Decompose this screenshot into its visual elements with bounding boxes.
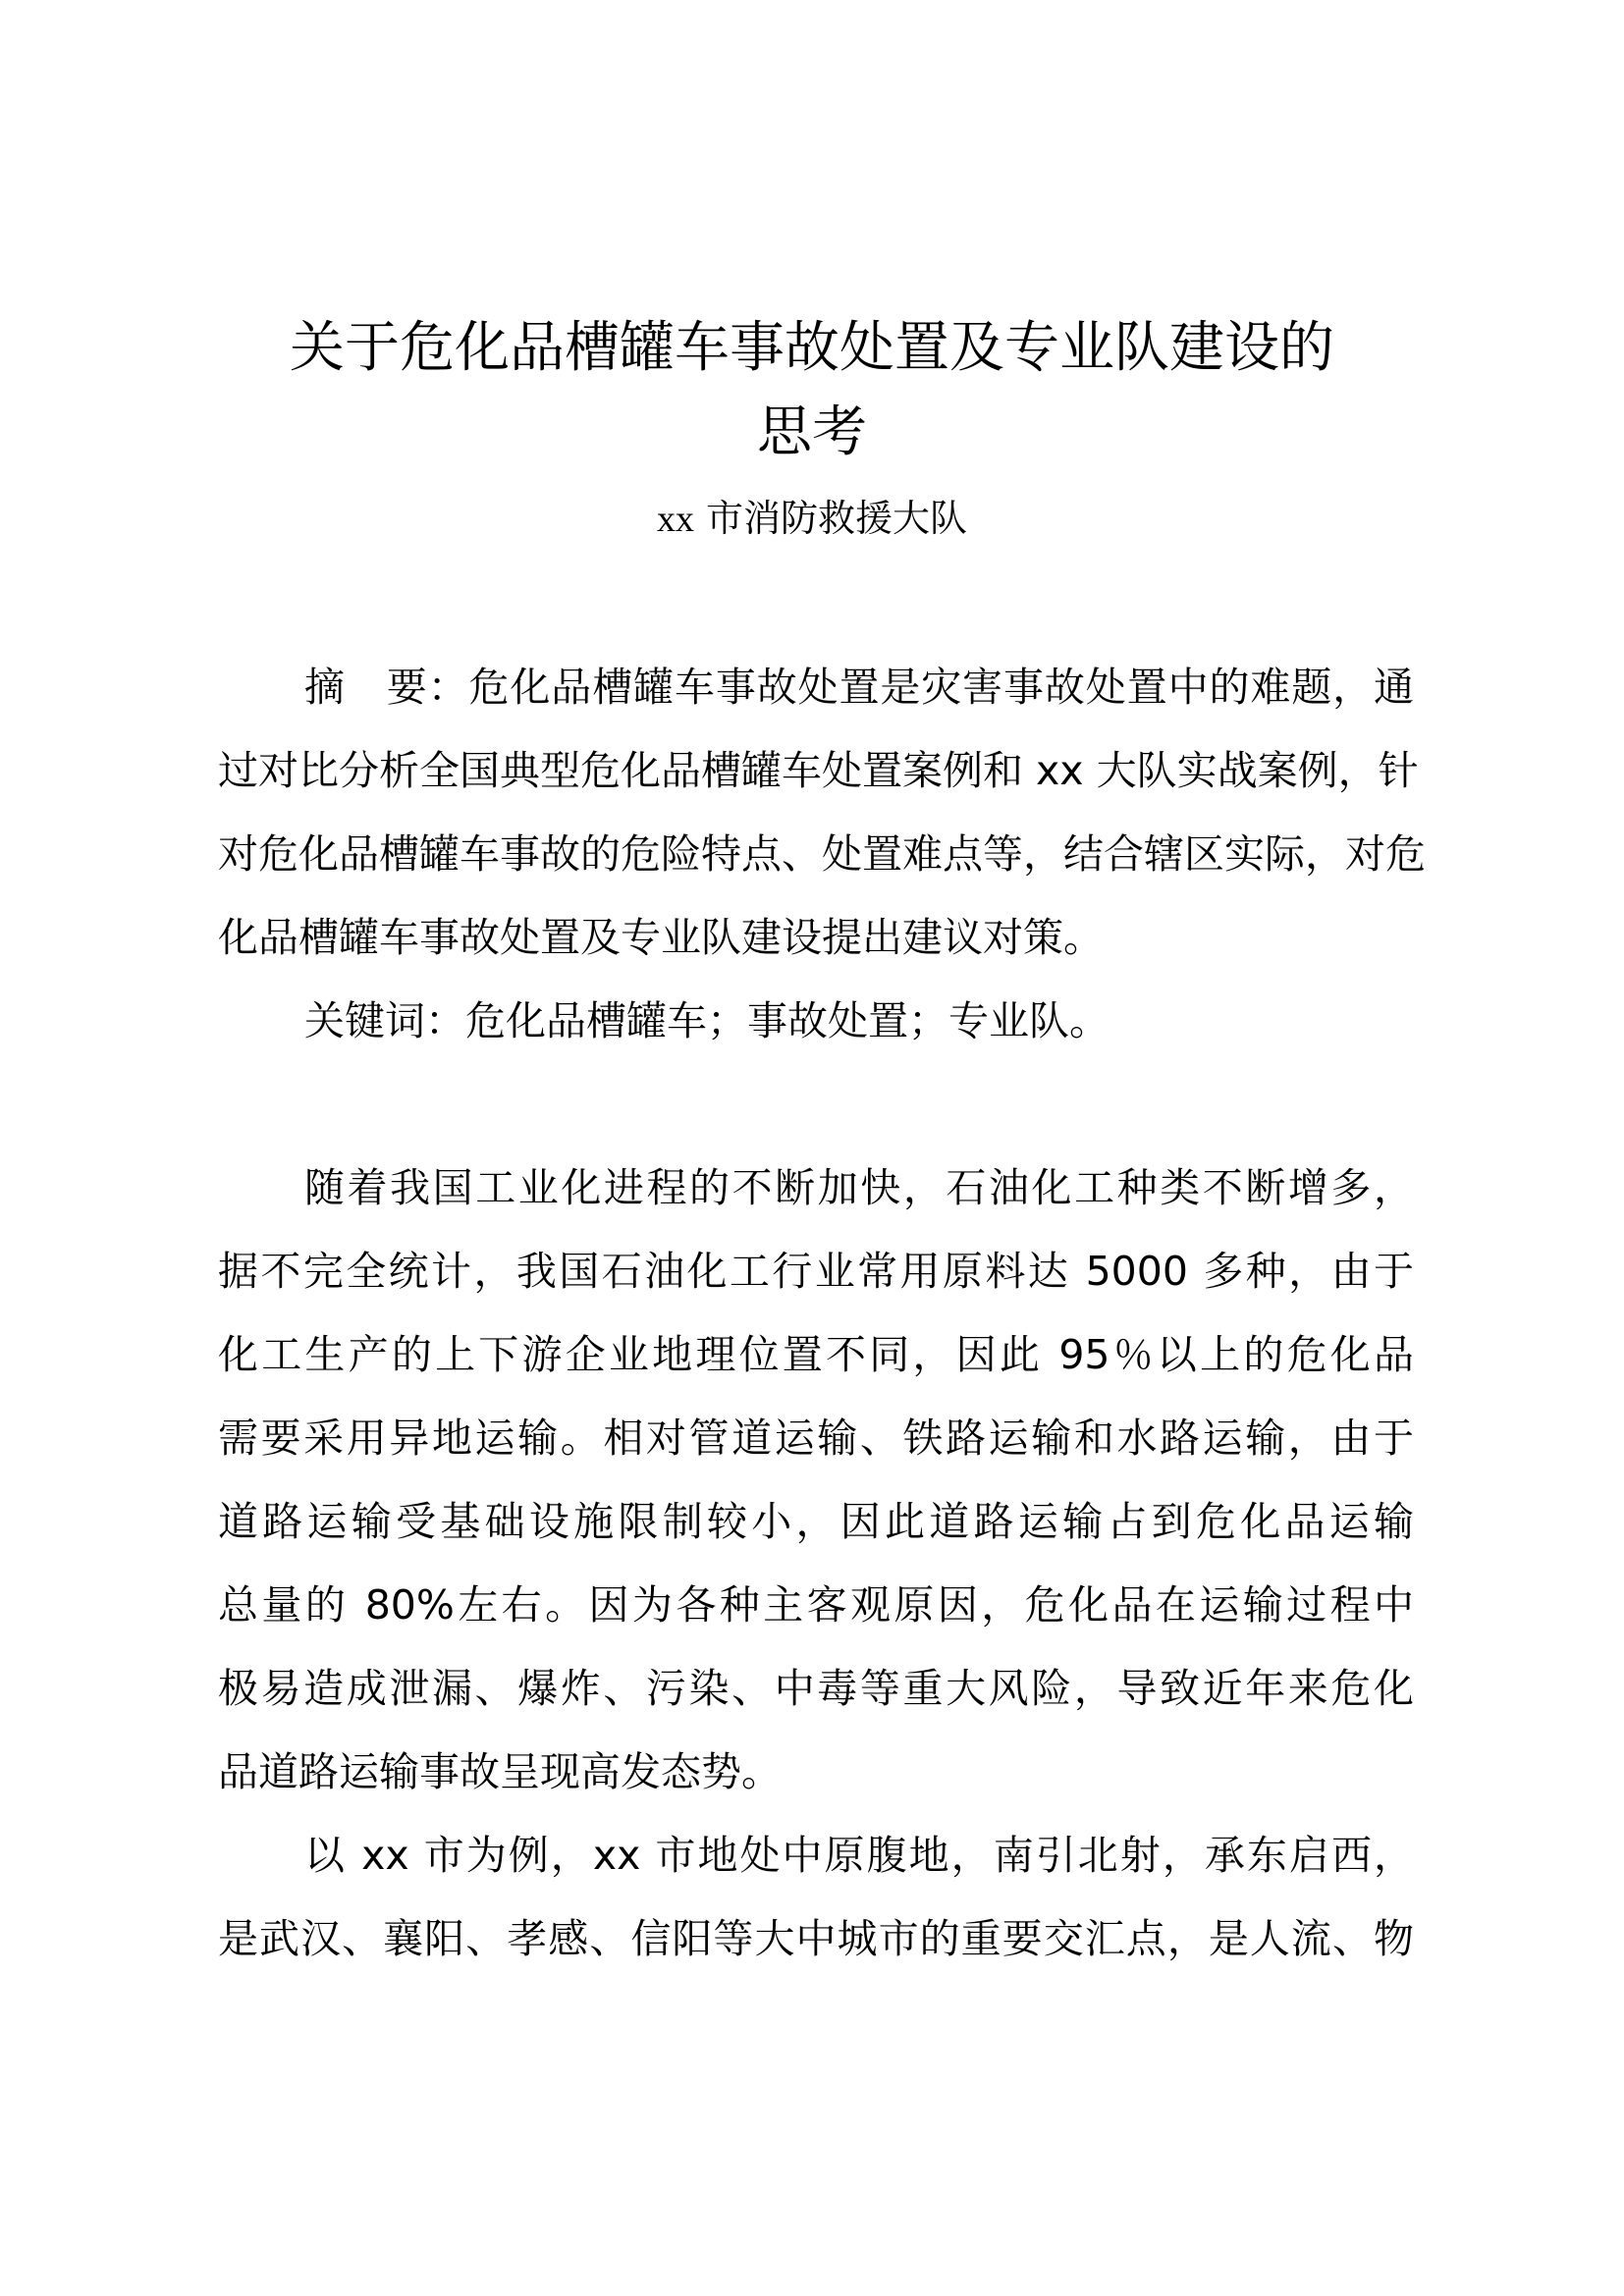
abstract-line-1: 摘 要：危化品槽罐车事故处置是灾害事故处置中的难题，通 (304, 664, 1414, 711)
keywords: 关键词：危化品槽罐车；事故处置；专业队。 (304, 997, 1110, 1044)
body-p1-line-2: 据不完全统计，我国石油化工行业常用原料达 5000 多种，由于 (218, 1248, 1414, 1295)
body-p2-line-1: 以 xx 市为例，xx 市地处中原腹地，南引北射，承东启西， (304, 1832, 1414, 1879)
body-p1-line-1: 随着我国工业化进程的不断加快，石油化工种类不断增多， (304, 1164, 1414, 1211)
abstract-line-3: 对危化品槽罐车事故的危险特点、处置难点等，结合辖区实际，对危 (218, 830, 1426, 878)
abstract-line-4: 化品槽罐车事故处置及专业队建设提出建议对策。 (218, 914, 1104, 961)
document-author (0, 494, 1624, 544)
body-p2-line-2: 是武汉、襄阳、孝感、信阳等大中城市的重要交汇点，是人流、物 (218, 1915, 1414, 1962)
body-p1-line-7: 极易造成泄漏、爆炸、污染、中毒等重大风险，导致近年来危化 (218, 1665, 1414, 1712)
body-p1-line-3: 化工生产的上下游企业地理位置不同，因此 95％以上的危化品 (218, 1331, 1414, 1378)
body-p1-line-4: 需要采用异地运输。相对管道运输、铁路运输和水路运输，由于 (218, 1415, 1414, 1462)
body-p1-line-5: 道路运输受基础设施限制较小，因此道路运输占到危化品运输 (218, 1498, 1414, 1545)
author-name: 市消防救援大队 (693, 497, 968, 540)
document-title-line-2: 思考 (757, 400, 867, 464)
abstract-line-2: 过对比分析全国典型危化品槽罐车处置案例和 xx 大队实战案例，针 (218, 747, 1419, 794)
author-prefix: xx (656, 499, 694, 540)
body-p1-line-8: 品道路运输事故呈现高发态势。 (218, 1748, 782, 1795)
document-title-line-1: 关于危化品槽罐车事故处置及专业队建设的 (290, 316, 1334, 380)
body-p1-line-6: 总量的 80%左右。因为各种主客观原因，危化品在运输过程中 (218, 1581, 1414, 1629)
